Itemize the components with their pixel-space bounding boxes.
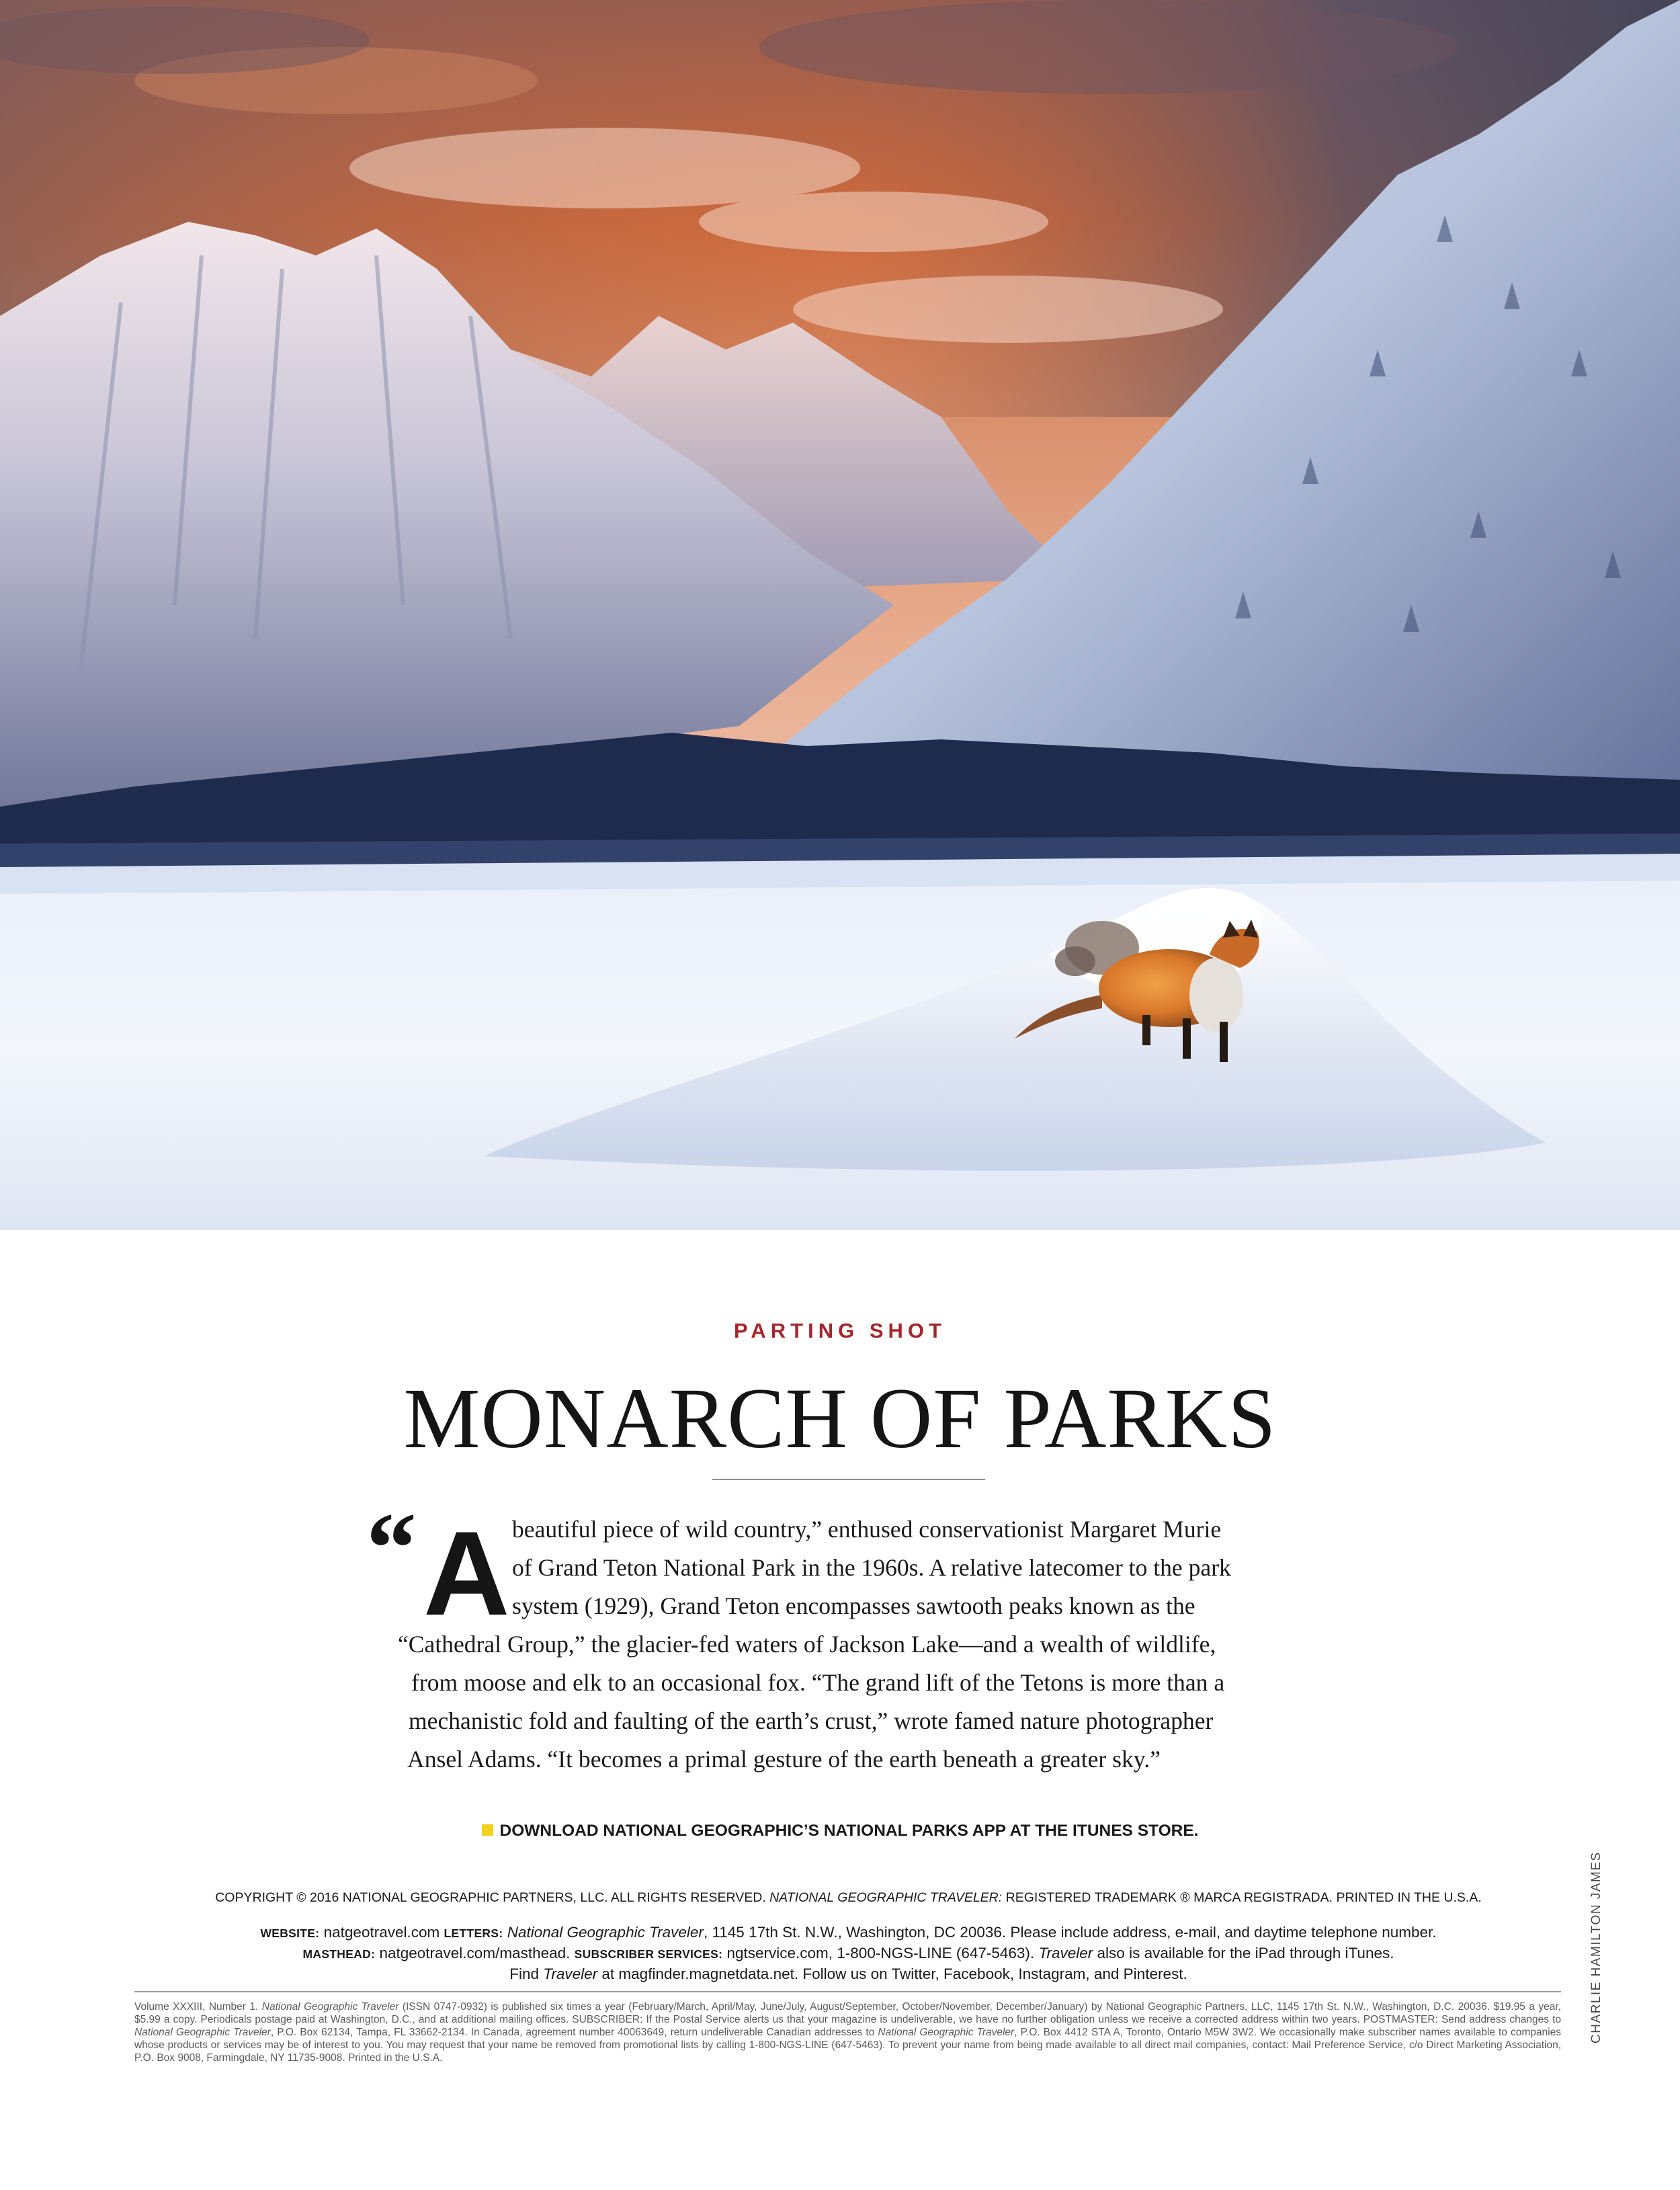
website-label: WEBSITE: (260, 1927, 320, 1940)
opening-quote-mark: “ (366, 1492, 417, 1604)
masthead-value[interactable]: natgeotravel.com/masthead. (375, 1945, 575, 1961)
fine-print (134, 2000, 1561, 2064)
body-line: Ansel Adams. “It becomes a primal gesture of the earth beneath a greater sky.” (407, 1746, 1161, 1773)
subscriber-value: ngtservice.com, 1-800-NGS-LINE (647-5463). (722, 1945, 1039, 1961)
find-title: Traveler (543, 1965, 598, 1982)
copyright-title: NATIONAL GEOGRAPHIC TRAVELER: (769, 1890, 1003, 1905)
download-note-text: DOWNLOAD NATIONAL GEOGRAPHIC’S NATIONAL PARKS APP AT THE ITUNES STORE. (499, 1822, 1199, 1840)
fine-print-text: (ISSN 0747-0932) is published six times a year (February/March, April/May, June/July, August/September, October/November, December/January) by National Geographic Partners, LLC, 1145 17th St. N.W., Washington, D.C. 20036. $19.95 a year, $5.99 a copy. Periodicals postage paid at Washington, D.C., and at additional mailing offices. SUBSCRIBER: If the Postal Service alerts us that your magazine is undeliverable, we have no further obligation unless we receive a corrected address within two years. POSTMASTER: Send address changes to (134, 2001, 1561, 2025)
letters-title: National Geographic Traveler (503, 1924, 704, 1941)
headline-divider (712, 1479, 985, 1480)
copyright-line (0, 1890, 1680, 1906)
fine-print-text: , P.O. Box 62134, Tampa, FL 33662-2134. In Canada, agreement number 40063649, return undeliverable Canadian addresses to (270, 2027, 878, 2038)
fine-print-title: National Geographic Traveler (261, 2001, 399, 2013)
fine-print-text: Volume XXXIII, Number 1. (134, 2001, 262, 2013)
copyright-trademark: REGISTERED TRADEMARK ® MARCA REGISTRADA. PRINTED IN THE U.S.A. (1002, 1890, 1482, 1905)
body-line: beautiful piece of wild country,” enthused conservationist Margaret Murie (512, 1516, 1222, 1543)
letters-address: , 1145 17th St. N.W., Washington, DC 20036. Please include address, e-mail, and daytime telephone number. (703, 1924, 1437, 1941)
find-text-a: Find (509, 1965, 544, 1982)
fine-print-title: National Geographic Traveler (134, 2027, 271, 2038)
body-line: from moose and elk to an occasional fox. “The grand lift of the Tetons is more than a (411, 1669, 1225, 1696)
subscriber-label: SUBSCRIBER SERVICES: (574, 1947, 723, 1961)
body-line: “Cathedral Group,” the glacier-fed waters of Jackson Lake—and a wealth of wildlife, (398, 1631, 1216, 1658)
yellow-square-bullet (482, 1824, 493, 1836)
article-headline: MONARCH OF PARKS (403, 1371, 1277, 1466)
body-line: of Grand Teton National Park in the 1960s. A relative latecomer to the park (512, 1554, 1231, 1581)
drop-cap: A (423, 1506, 510, 1640)
fine-print-divider (134, 1991, 1561, 1992)
fine-print-text: , P.O. Box 4412 STA A, Toronto, Ontario M5W 3W2. We occasionally make subscriber names available to companies whose products or services may be of interest to you. You may request that your name be removed from promotional lists by calling 1-800-NGS-LINE (647-5463). To prevent your name from being made available to all direct mail companies, contact: Mail Preference Service, c/o Direct Marketing Association, P.O. Box 9008, Farmingdale, NY 11735-9008. Printed in the U.S.A. (134, 2027, 1561, 2064)
traveler-title: Traveler (1038, 1945, 1093, 1961)
masthead-label: MASTHEAD: (302, 1947, 376, 1961)
contact-line-1 (0, 1924, 1680, 1941)
website-value[interactable]: natgeotravel.com (319, 1924, 444, 1941)
letters-label: LETTERS: (444, 1927, 503, 1940)
ipad-note: also is available for the iPad through iTunes. (1093, 1945, 1394, 1961)
copyright-text: COPYRIGHT © 2016 NATIONAL GEOGRAPHIC PARTNERS, LLC. ALL RIGHTS RESERVED. (215, 1890, 770, 1905)
contact-line-2 (0, 1945, 1680, 1962)
download-note (0, 1822, 1680, 1840)
body-line: system (1929), Grand Teton encompasses sawtooth peaks known as the (512, 1592, 1195, 1619)
section-label: PARTING SHOT (734, 1319, 946, 1342)
photo-credit: CHARLIE HAMILTON JAMES (1589, 1851, 1603, 2043)
fine-print-title: National Geographic Traveler (878, 2027, 1015, 2038)
contact-line-3 (0, 1965, 1680, 1983)
find-text-b: at magfinder.magnetdata.net. Follow us on Twitter, Facebook, Instagram, and Pinterest. (597, 1965, 1187, 1982)
body-line: mechanistic fold and faulting of the earth’s crust,” wrote famed nature photographer (409, 1707, 1214, 1734)
